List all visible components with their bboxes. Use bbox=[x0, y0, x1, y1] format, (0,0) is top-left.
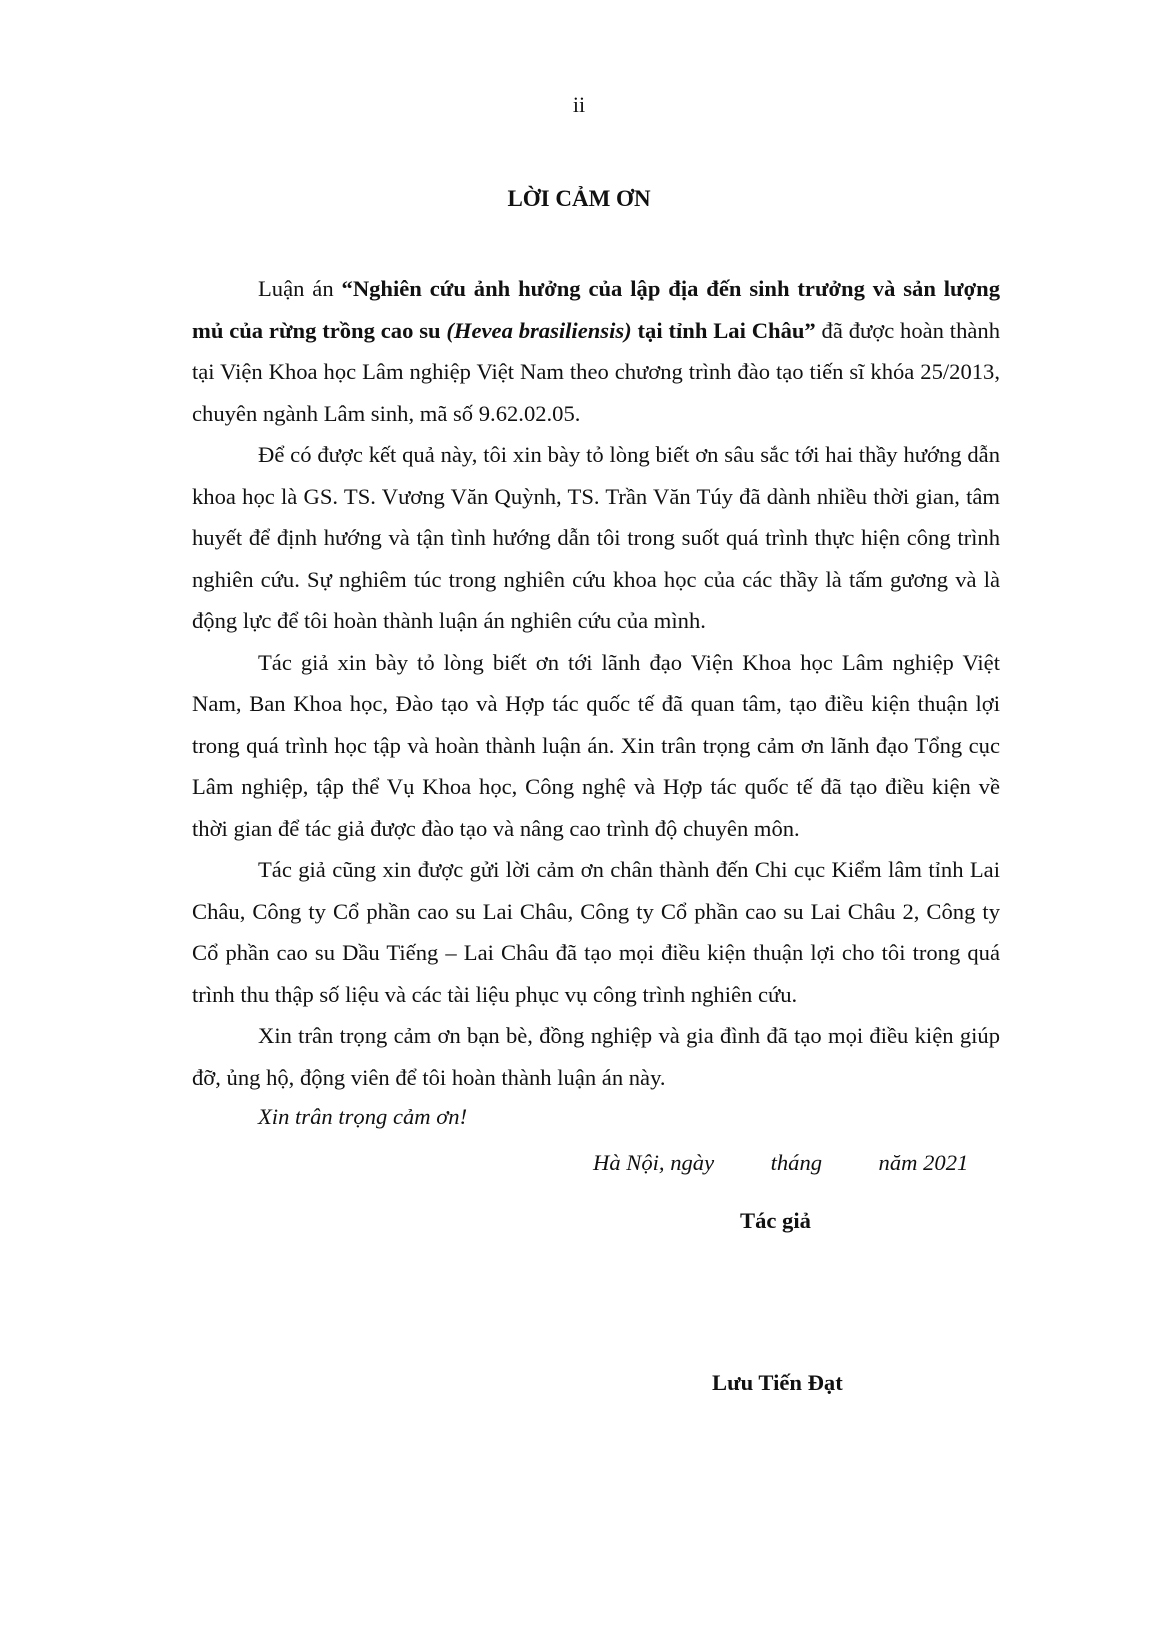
closing-line: Xin trân trọng cảm ơn! bbox=[258, 1104, 468, 1129]
species-name: (Hevea brasiliensis) bbox=[446, 317, 632, 343]
thesis-intro-suffix: đã được hoàn thành tại Viện Khoa học Lâm nghiệp Việt Nam theo chương trình đào tạo tiến sĩ khóa 25/2013, chuyên ngành Lâm sinh, mã số 9.62.02.05. bbox=[192, 317, 1001, 426]
paragraph-institute: Tác giả xin bày tỏ lòng biết ơn tới lãnh đạo Viện Khoa học Lâm nghiệp Việt Nam, Ban Khoa học, Đào tạo và Hợp tác quốc tế đã quan tâm, tạo điều kiện thuận lợi trong quá trình học tập và hoàn thành luận án. Xin trân trọng cảm ơn lãnh đạo Tổng cục Lâm nghiệp, tập thể Vụ Khoa học, Công nghệ và Hợp tác quốc tế đã tạo điều kiện về thời gian để tác giả được đào tạo và nâng cao trình độ chuyên môn. bbox=[192, 649, 1000, 841]
paragraph-thesis-intro bbox=[192, 268, 1000, 434]
thesis-title-part-a: “Nghiên cứu ảnh hưởng của lập địa đến sinh trưởng và sản lượng mủ của rừng trồng cao su bbox=[192, 276, 1000, 343]
paragraph-companies: Tác giả cũng xin được gửi lời cảm ơn chân thành đến Chi cục Kiểm lâm tỉnh Lai Châu, Công ty Cổ phần cao su Lai Châu, Công ty Cổ phần cao su Lai Châu 2, Công ty Cổ phần cao su Dầu Tiếng – Lai Châu đã tạo mọi điều kiện thuận lợi cho tôi trong quá trình thu thập số liệu và các tài liệu phục vụ công trình nghiên cứu. bbox=[192, 857, 1000, 1007]
thesis-title-part-b: tại tỉnh Lai Châu” bbox=[631, 317, 816, 343]
page-title: LỜI CẢM ƠN bbox=[507, 186, 651, 211]
author-label: Tác giả bbox=[740, 1208, 811, 1233]
place-date: Hà Nội, ngày tháng năm 2021 bbox=[593, 1150, 969, 1175]
paragraph-family: Xin trân trọng cảm ơn bạn bè, đồng nghiệp và gia đình đã tạo mọi điều kiện giúp đỡ, ủng hộ, động viên để tôi hoàn thành luận án này. bbox=[192, 1023, 1000, 1090]
paragraph-supervisors: Để có được kết quả này, tôi xin bày tỏ lòng biết ơn sâu sắc tới hai thầy hướng dẫn khoa học là GS. TS. Vương Văn Quỳnh, TS. Trần Văn Túy đã dành nhiều thời gian, tâm huyết để định hướng và tận tình hướng dẫn tôi trong suốt quá trình thực hiện công trình nghiên cứu. Sự nghiêm túc trong nghiên cứu khoa học của các thầy là tấm gương và là động lực để tôi hoàn thành luận án nghiên cứu của mình. bbox=[192, 442, 1000, 633]
page-number: ii bbox=[572, 92, 586, 117]
thesis-intro-prefix: Luận án bbox=[258, 276, 342, 301]
author-name: Lưu Tiến Đạt bbox=[712, 1370, 843, 1395]
acknowledgement-body bbox=[192, 268, 1000, 1098]
